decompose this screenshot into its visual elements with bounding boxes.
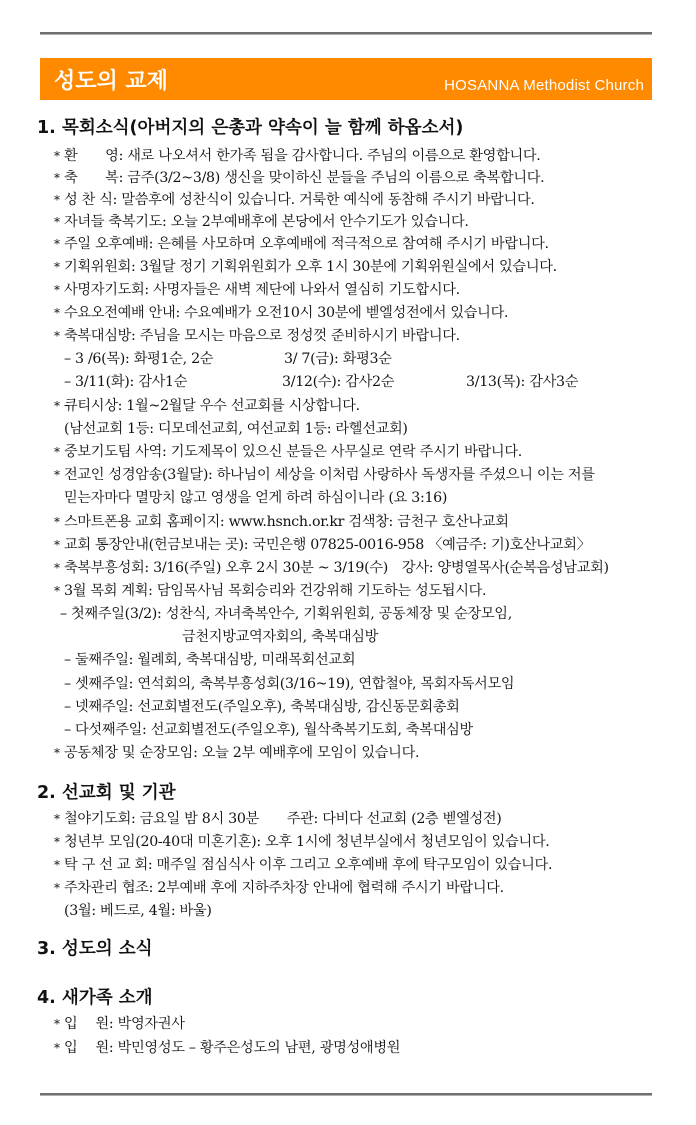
list-item: * 교회 통장안내(헌금보내는 곳): 국민은행 07825-0016-958 〈예금주: 기)호산나교회〉: [54, 537, 591, 553]
visitation-cell: 3/ 7(금): 화평3순: [284, 351, 392, 367]
list-item-continuation: (남선교회 1등: 디모데선교회, 여선교회 1등: 라헬선교회): [64, 421, 408, 437]
bullet-icon: *: [54, 858, 60, 872]
plan-item-continuation: 금천지방교역자회의, 축복대심방: [182, 629, 379, 645]
visitation-row: – 3 /6(목): 화평1순, 2순: [64, 351, 214, 367]
list-item: * 환 영: 새로 나오셔서 한가족 됨을 감사합니다. 주님의 이름으로 환영합니다.: [54, 148, 541, 164]
list-item: * 주일 오후예배: 은혜를 사모하며 오후예배에 적극적으로 참여해 주시기 바랍니다.: [54, 236, 549, 252]
bullet-icon: *: [54, 171, 60, 185]
list-item: * 주차관리 협조: 2부예배 후에 지하주차장 안내에 협력해 주시기 바랍니다.: [54, 880, 504, 896]
list-item: * 청년부 모임(20-40대 미혼기혼): 오후 1시에 청년부실에서 청년모임이 있습니다.: [54, 834, 550, 850]
section-title-pastoral-news: 1. 목회소식(아버지의 은총과 약속이 늘 함께 하옵소서): [37, 118, 464, 138]
bullet-icon: *: [54, 215, 60, 229]
list-item: * 탁 구 선 교 회: 매주일 점심식사 이후 그리고 오후예배 후에 탁구모임이 있습니다.: [54, 857, 553, 873]
page-title: 성도의 교제: [54, 69, 168, 94]
plan-item: – 첫째주일(3/2): 성찬식, 자녀축복안수, 기획위원회, 공동체장 및 순장모임,: [60, 606, 512, 622]
bullet-icon: *: [54, 515, 60, 529]
list-item: * 자녀들 축복기도: 오늘 2부예배후에 본당에서 안수기도가 있습니다.: [54, 214, 469, 230]
list-item: * 사명자기도회: 사명자들은 새벽 제단에 나와서 열심히 기도합시다.: [54, 282, 460, 298]
bullet-icon: *: [54, 881, 60, 895]
plan-item: – 넷째주일: 선교회별전도(주일오후), 축복대심방, 감신동문회총회: [64, 699, 460, 715]
list-item: * 축복부흥성회: 3/16(주일) 오후 2시 30분 ~ 3/19(수) 강사: 양병열목사(순복음성남교회): [54, 560, 609, 576]
bullet-icon: *: [54, 561, 60, 575]
bullet-icon: *: [54, 584, 60, 598]
header-banner: [40, 58, 652, 100]
list-item: * 전교인 성경암송(3월달): 하나님이 세상을 이처럼 사랑하사 독생자를 주셨으니 이는 저를: [54, 467, 595, 483]
bottom-divider: [40, 1093, 652, 1096]
plan-item: – 둘째주일: 월례회, 축복대심방, 미래목회선교회: [64, 652, 356, 668]
bullet-icon: *: [54, 468, 60, 482]
list-item-continuation: (3월: 베드로, 4월: 바울): [64, 903, 212, 919]
list-item: * 기획위원회: 3월달 정기 기획위원회가 오후 1시 30분에 기획위원실에서 있습니다.: [54, 259, 557, 275]
bullet-icon: *: [54, 445, 60, 459]
bullet-icon: *: [54, 237, 60, 251]
bullet-icon: *: [54, 149, 60, 163]
list-item: * 중보기도팀 사역: 기도제목이 있으신 분들은 사무실로 연락 주시기 바랍니다.: [54, 444, 522, 460]
section-title-missions: 2. 선교회 및 기관: [37, 783, 176, 803]
list-item: * 축복대심방: 주님을 모시는 마음으로 정성껏 준비하시기 바랍니다.: [54, 328, 460, 344]
bullet-icon: *: [54, 538, 60, 552]
list-item: * 축 복: 금주(3/2~3/8) 생신을 맞이하신 분들을 주님의 이름으로 축복합니다.: [54, 170, 545, 186]
visitation-cell: 3/13(목): 감사3순: [466, 374, 579, 390]
bullet-icon: *: [54, 1041, 60, 1055]
list-item: * 수요오전예배 안내: 수요예배가 오전10시 30분에 벧엘성전에서 있습니다.: [54, 305, 509, 321]
top-divider: [40, 32, 652, 35]
plan-item: – 다섯째주일: 선교회별전도(주일오후), 월삭축복기도회, 축복대심방: [64, 722, 473, 738]
list-item: * 스마트폰용 교회 홈페이지: www.hsnch.or.kr 검색창: 금천구 호산나교회: [54, 514, 509, 530]
bullet-icon: *: [54, 329, 60, 343]
list-item-continuation: 믿는자마다 멸망치 않고 영생을 얻게 하려 하심이니라 (요 3:16): [64, 490, 448, 506]
bullet-icon: *: [54, 283, 60, 297]
list-item: * 공동체장 및 순장모임: 오늘 2부 예배후에 모임이 있습니다.: [54, 745, 420, 761]
list-item: * 큐티시상: 1월~2월달 우수 선교회를 시상합니다.: [54, 398, 360, 414]
bullet-icon: *: [54, 746, 60, 760]
list-item: * 철야기도회: 금요일 밤 8시 30분 주관: 다비다 선교회 (2층 벧엘성전): [54, 811, 502, 827]
section-title-member-news: 3. 성도의 소식: [37, 939, 153, 959]
list-item: * 입 원: 박영자권사: [54, 1016, 185, 1032]
section-title-new-family: 4. 새가족 소개: [37, 988, 153, 1008]
visitation-row: – 3/11(화): 감사1순: [64, 374, 188, 390]
bullet-icon: *: [54, 306, 60, 320]
bullet-icon: *: [54, 835, 60, 849]
bullet-icon: *: [54, 1017, 60, 1031]
bullet-icon: *: [54, 260, 60, 274]
plan-item: – 셋째주일: 연석회의, 축복부흥성회(3/16~19), 연합철야, 목회자독서모임: [64, 676, 515, 692]
list-item: * 성 찬 식: 말씀후에 성찬식이 있습니다. 거룩한 예식에 동참해 주시기 바랍니다.: [54, 192, 535, 208]
list-item: * 3월 목회 계획: 담임목사님 목회승리와 건강위해 기도하는 성도됩시다.: [54, 583, 487, 599]
bullet-icon: *: [54, 812, 60, 826]
church-name: HOSANNA Methodist Church: [444, 77, 644, 94]
list-item: * 입 원: 박민영성도 – 황주은성도의 남편, 광명성애병원: [54, 1040, 401, 1056]
visitation-cell: 3/12(수): 감사2순: [282, 374, 395, 390]
bullet-icon: *: [54, 193, 60, 207]
bullet-icon: *: [54, 399, 60, 413]
